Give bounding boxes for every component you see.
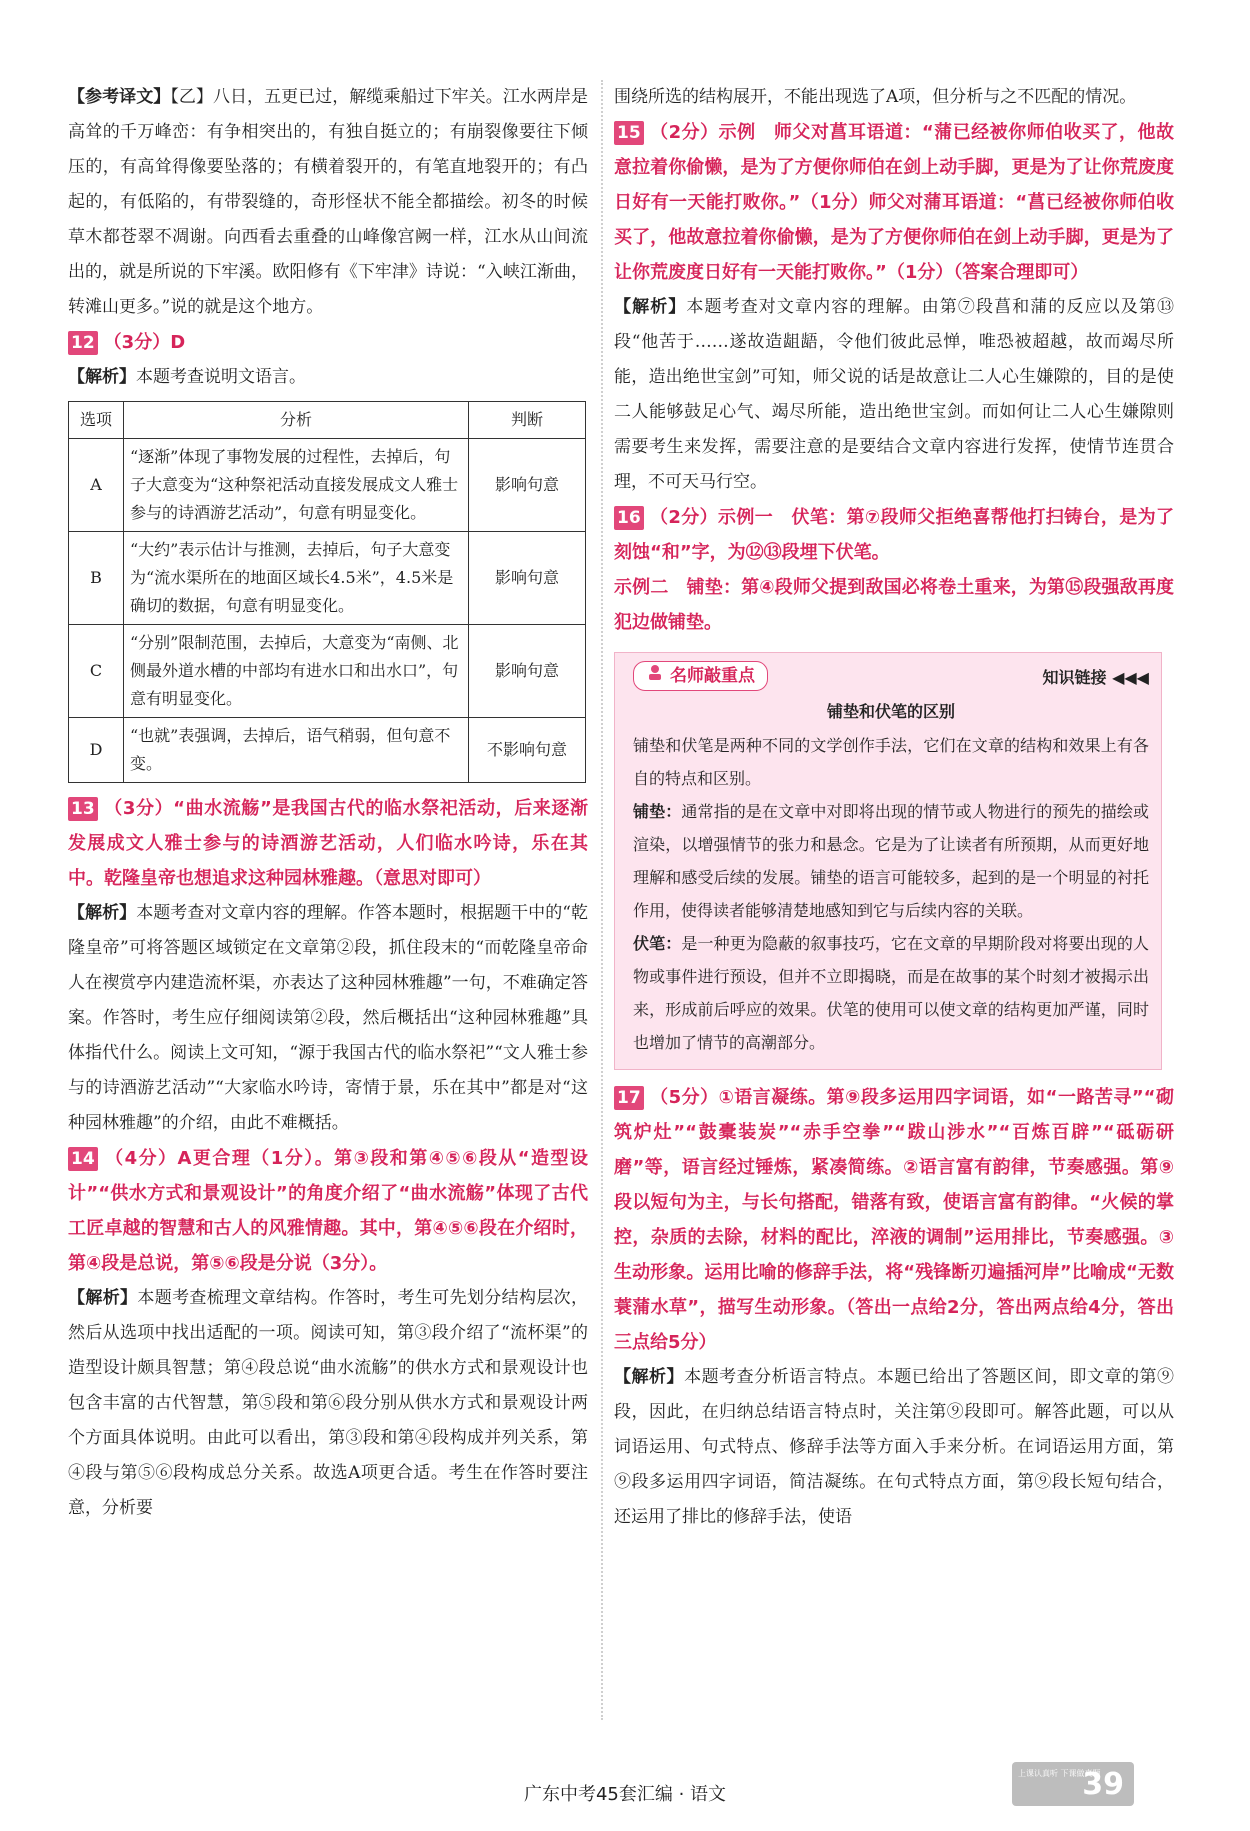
table-cell-option: B: [69, 532, 124, 625]
key-points-badge-label: 名师敲重点: [670, 666, 755, 686]
q15-number: 15: [614, 121, 644, 145]
q12-analysis-tag: 【解析】: [68, 367, 136, 387]
q17-answer-text: （5分）①语言凝练。第⑨段多运用四字词语，如“一路苦寻”“砌筑炉灶”“鼓橐装炭”“赤手空拳”“跋山涉水”“百炼百辟”“砥砺研磨”等，语言经过锤炼，紧凑简练。②语言富有韵律，节奏感强。第⑨段以短句为主，与长句搭配，错落有致，使语言富有韵律。“火候的掌控，杂质的去除，材料的配比，淬液的调制”运用排比，节奏感强。③生动形象。运用比喻的修辞手法，将“残锋断刃遍插河岸”比喻成“无数蓑蒲水草”，描写生动形象。（答出一点给2分，答出两点给4分，答出三点给5分）: [614, 1087, 1174, 1353]
q12-analysis: [68, 360, 588, 395]
translation-paragraph: [68, 80, 588, 325]
q12-number: 12: [68, 331, 98, 355]
page-footer: 广东中考45套汇编 · 语文: [523, 1784, 727, 1805]
q14-answer-text: （4分）A更合理（1分）。第③段和第④⑤⑥段从“造型设计”“供水方式和景观设计”的角度介绍了“曲水流觞”体现了古代工匠卓越的智慧和古人的风雅情趣。其中，第④⑤⑥段在介绍时，第④段是总说，第⑤⑥段是分说（3分）。: [68, 1148, 588, 1274]
q13-answer-text: （3分）“曲水流觞”是我国古代的临水祭祀活动，后来逐渐发展成文人雅士参与的诗酒游艺活动，人们临水吟诗，乐在其中。乾隆皇帝也想追求这种园林雅趣。（意思对即可）: [68, 798, 588, 889]
q16-answer-2: 示例二 铺垫：第④段师父提到敌国必将卷土重来，为第⑮段强敌再度犯边做铺垫。: [614, 577, 1174, 633]
q14-answer: [68, 1141, 588, 1281]
table-cell-option: C: [69, 625, 124, 718]
q15-analysis: [614, 290, 1174, 500]
pudian-text: 通常指的是在文章中对即将出现的情节或人物进行的预先的描绘或渲染，以增强情节的张力和悬念。它是为了让读者有所预期，从而更好地理解和感受后续的发展。铺垫的语言可能较多，起到的是一个明显的衬托作用，使得读者能够清楚地感知到它与后续内容的关联。: [633, 802, 1149, 920]
q13-analysis-text: 本题考查对文章内容的理解。作答本题时，根据题干中的“乾隆皇帝”可将答题区域锁定在文章第②段，抓住段末的“而乾隆皇帝命人在禊赏亭内建造流杯渠，亦表达了这种园林雅趣”一句，不难确定答案。作答时，考生应仔细阅读第②段，然后概括出“这种园林雅趣”具体指代什么。阅读上文可知，“源于我国古代的临水祭祀”“文人雅士参与的诗酒游艺活动”“大家临水吟诗，寄情于景，乐在其中”都是对“这种园林雅趣”的介绍，由此不难概括。: [68, 903, 589, 1133]
table-header-row: [69, 402, 586, 439]
q12-answer-text: （3分）D: [103, 332, 186, 353]
pudian-tag: 铺垫：: [633, 802, 682, 821]
q12-analysis-table: [68, 401, 586, 783]
q14-number: 14: [68, 1147, 98, 1171]
q17-answer: [614, 1080, 1174, 1360]
table-cell-option: D: [69, 718, 124, 783]
table-header-option: 选项: [69, 402, 124, 439]
footer-slogan: 上课认真听 下课做真题: [1018, 1769, 1101, 1778]
fubi-text: 是一种更为隐蔽的叙事技巧，它在文章的早期阶段对将要出现的人物或事件进行预设，但并不立即揭晓，而是在故事的某个时刻才被揭示出来，形成前后呼应的效果。伏笔的使用可以使文章的结构更加严谨，同时也增加了情节的高潮部分。: [633, 934, 1149, 1052]
table-cell-option: A: [69, 439, 124, 532]
q17-analysis-text: 本题考查分析语言特点。本题已给出了答题区间，即文章的第⑨段，因此，在归纳总结语言特点时，关注第⑨段即可。解答此题，可以从词语运用、句式特点、修辞手法等方面入手来分析。在词语运用方面，第⑨段多运用四字词语，简洁凝练。在句式特点方面，第⑨段长短句结合，还运用了排比的修辞手法，使语: [614, 1367, 1175, 1527]
q13-answer: [68, 791, 588, 896]
q15-analysis-tag: 【解析】: [614, 297, 687, 317]
knowledge-box-pudian: [633, 795, 1149, 927]
table-cell-analysis: “分别”限制范围，去掉后，大意变为“南侧、北侧最外道水槽的中部均有进水口和出水口”，句意有明显变化。: [124, 625, 469, 718]
q15-answer: [614, 115, 1174, 290]
q17-number: 17: [614, 1086, 644, 1110]
table-cell-judgment: 影响句意: [469, 532, 586, 625]
table-cell-judgment: 影响句意: [469, 439, 586, 532]
table-cell-analysis: “也就”表强调，去掉后，语气稍弱，但句意不变。: [124, 718, 469, 783]
table-cell-analysis: “大约”表示估计与推测，去掉后，句子大意变为“流水渠所在的地面区域长4.5米”，4.5米是确切的数据，句意有明显变化。: [124, 532, 469, 625]
page-number-badge: [1012, 1762, 1134, 1806]
knowledge-box: [614, 652, 1162, 1070]
table-cell-judgment: 影响句意: [469, 625, 586, 718]
knowledge-link-label: 知识链接 ◀◀◀: [1042, 667, 1149, 687]
column-divider: [601, 80, 603, 1720]
q15-answer-text: （2分）示例 师父对菖耳语道：“蒲已经被你师伯收买了，他故意拉着你偷懒，是为了方便你师伯在剑上动手脚，更是为了让你荒废度日好有一天能打败你。”（1分）师父对蒲耳语道：“菖已经被你师伯收买了，他故意拉着你偷懒，是为了方便你师伯在剑上动手脚，更是为了让你荒废度日好有一天能打败你。”（1分）（答案合理即可）: [614, 122, 1174, 283]
table-header-judgment: 判断: [469, 402, 586, 439]
table-row: [69, 718, 586, 783]
left-column: [68, 80, 588, 1526]
translation-text: 【乙】八日，五更已过，解缆乘船过下牢关。江水两岸是高耸的千万峰峦：有争相突出的，有独自挺立的；有崩裂像要往下倾压的，有高耸得像要坠落的；有横着裂开的，有笔直地裂开的；有凸起的，有低陷的，有带裂缝的，奇形怪状不能全都描绘。初冬的时候草木都苍翠不凋谢。向西看去重叠的山峰像宫阙一样，江水从山间流出的，就是所说的下牢溪。欧阳修有《下牢津》诗说：“入峡江渐曲，转滩山更多。”说的就是这个地方。: [68, 87, 589, 317]
q17-analysis: [614, 1360, 1174, 1535]
knowledge-box-fubi: [633, 927, 1149, 1059]
page-number: 39: [1082, 1766, 1124, 1802]
q12-answer: [68, 325, 588, 360]
table-row: [69, 532, 586, 625]
key-points-badge: [633, 661, 768, 691]
q12-analysis-text: 本题考查说明文语言。: [136, 367, 306, 387]
q13-number: 13: [68, 797, 98, 821]
q15-analysis-text: 本题考查对文章内容的理解。由第⑦段菖和蒲的反应以及第⑬段“他苦于……遂故造龃龉，令他们彼此忌惮，唯恐被超越，故而竭尽所能，造出绝世宝剑”可知，师父说的话是故意让二人心生嫌隙的，目的是使二人能够鼓足心气、竭尽所能，造出绝世宝剑。而如何让二人心生嫌隙则需要考生来发挥，需要注意的是要结合文章内容进行发挥，使情节连贯合理，不可天马行空。: [614, 297, 1175, 492]
table-header-analysis: 分析: [124, 402, 469, 439]
q16-number: 16: [614, 506, 644, 530]
q14-analysis-text: 本题考查梳理文章结构。作答时，考生可先划分结构层次，然后从选项中找出适配的一项。阅读可知，第③段介绍了“流杯渠”的造型设计颇具智慧；第④段总说“曲水流觞”的供水方式和景观设计也包含丰富的古代智慧，第⑤段和第⑥段分别从供水方式和景观设计两个方面具体说明。由此可以看出，第③段和第④段构成并列关系，第④段与第⑤⑥段构成总分关系。故选A项更合适。考生在作答时要注意，分析要: [68, 1288, 589, 1518]
table-row: [69, 439, 586, 532]
teacher-icon: [646, 662, 664, 690]
q13-analysis: [68, 896, 588, 1141]
q14-analysis: [68, 1281, 588, 1526]
q14-analysis-tag: 【解析】: [68, 1288, 138, 1308]
right-column: [614, 80, 1174, 1535]
knowledge-box-title: 铺垫和伏笔的区别: [826, 702, 955, 721]
translation-tag: 【参考译文】: [68, 87, 171, 107]
q13-analysis-tag: 【解析】: [68, 903, 137, 923]
q14-analysis-continued: 围绕所选的结构展开，不能出现选了A项，但分析与之不匹配的情况。: [614, 87, 1137, 107]
table-cell-analysis: “逐渐”体现了事物发展的过程性，去掉后，句子大意变为“这种祭祀活动直接发展成文人雅士参与的诗酒游艺活动”，句意有明显变化。: [124, 439, 469, 532]
table-cell-judgment: 不影响句意: [469, 718, 586, 783]
q16-answer-1: [614, 500, 1174, 570]
q17-analysis-tag: 【解析】: [614, 1367, 685, 1387]
knowledge-box-intro: 铺垫和伏笔是两种不同的文学创作手法，它们在文章的结构和效果上有各自的特点和区别。: [633, 736, 1149, 788]
table-row: [69, 625, 586, 718]
q16-answer-1-text: （2分）示例一 伏笔：第⑦段师父拒绝喜帮他打扫铸台，是为了刻蚀“和”字，为⑫⑬段埋下伏笔。: [614, 507, 1174, 563]
fubi-tag: 伏笔：: [633, 934, 682, 953]
knowledge-box-header: [633, 661, 1149, 691]
